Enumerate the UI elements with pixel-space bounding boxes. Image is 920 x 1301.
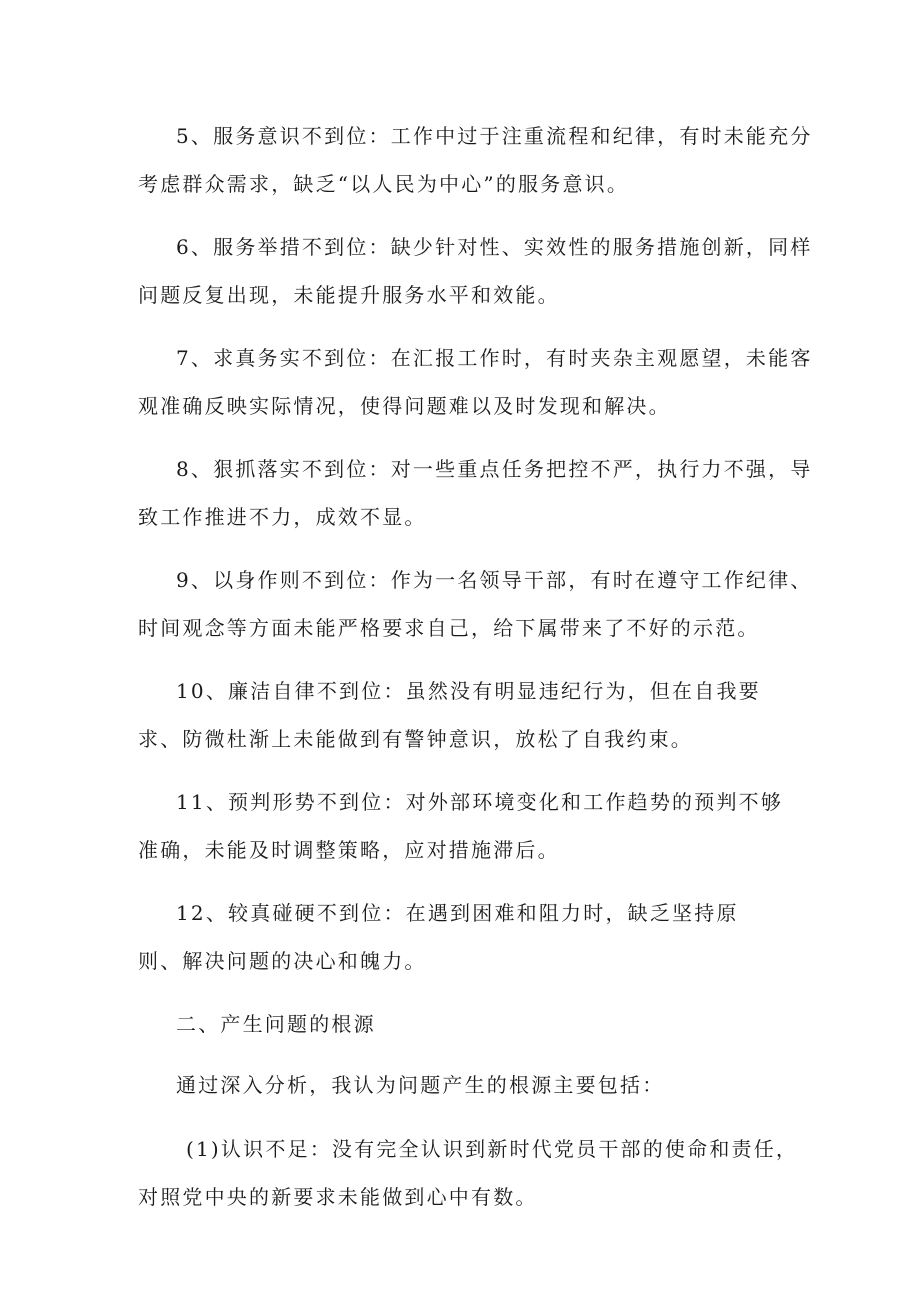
paragraph-7-line-1: 7、求真务实不到位：在汇报工作时，有时夹杂主观愿望，未能客 (176, 346, 813, 370)
paragraph-9-line-2: 时间观念等方面未能严格要求自己，给下属带来了不好的示范。 (138, 616, 760, 640)
section-intro: 通过深入分析，我认为问题产生的根源主要包括： (176, 1073, 665, 1097)
paragraph-8-line-2: 致工作推进不力，成效不显。 (138, 505, 427, 529)
paragraph-11-line-1: 11、预判形势不到位：对外部环境变化和工作趋势的预判不够 (176, 790, 784, 814)
paragraph-5-line-1: 5、服务意识不到位：工作中过于注重流程和纪律，有时未能充分 (176, 124, 813, 148)
section-heading: 二、产生问题的根源 (176, 1012, 376, 1036)
paragraph-12-line-1: 12、较真碰硬不到位：在遇到困难和阻力时，缺乏坚持原 (176, 901, 739, 925)
paragraph-6-line-1: 6、服务举措不到位：缺少针对性、实效性的服务措施创新，同样 (176, 235, 813, 259)
paragraph-12-line-2: 则、解决问题的决心和魄力。 (138, 949, 427, 973)
paragraph-9-line-1: 9、以身作则不到位：作为一名领导干部，有时在遵守工作纪律、 (176, 568, 813, 592)
root-cause-1-line-2: 对照党中央的新要求未能做到心中有数。 (138, 1185, 538, 1209)
paragraph-6-line-2: 问题反复出现，未能提升服务水平和效能。 (138, 283, 560, 307)
paragraph-7-line-2: 观准确反映实际情况，使得问题难以及时发现和解决。 (138, 394, 671, 418)
root-cause-1-line-1: (1)认识不足：没有完全认识到新时代党员干部的使命和责任， (186, 1137, 799, 1161)
paragraph-5-line-2: 考虑群众需求，缺乏“以人民为中心”的服务意识。 (138, 172, 630, 196)
paragraph-8-line-1: 8、狠抓落实不到位：对一些重点任务把控不严，执行力不强，导 (176, 457, 813, 481)
paragraph-11-line-2: 准确，未能及时调整策略，应对措施滞后。 (138, 838, 560, 862)
paragraph-10-line-2: 求、防微杜渐上未能做到有警钟意识，放松了自我约束。 (138, 727, 693, 751)
paragraph-10-line-1: 10、廉洁自律不到位：虽然没有明显违纪行为，但在自我要 (176, 679, 761, 703)
